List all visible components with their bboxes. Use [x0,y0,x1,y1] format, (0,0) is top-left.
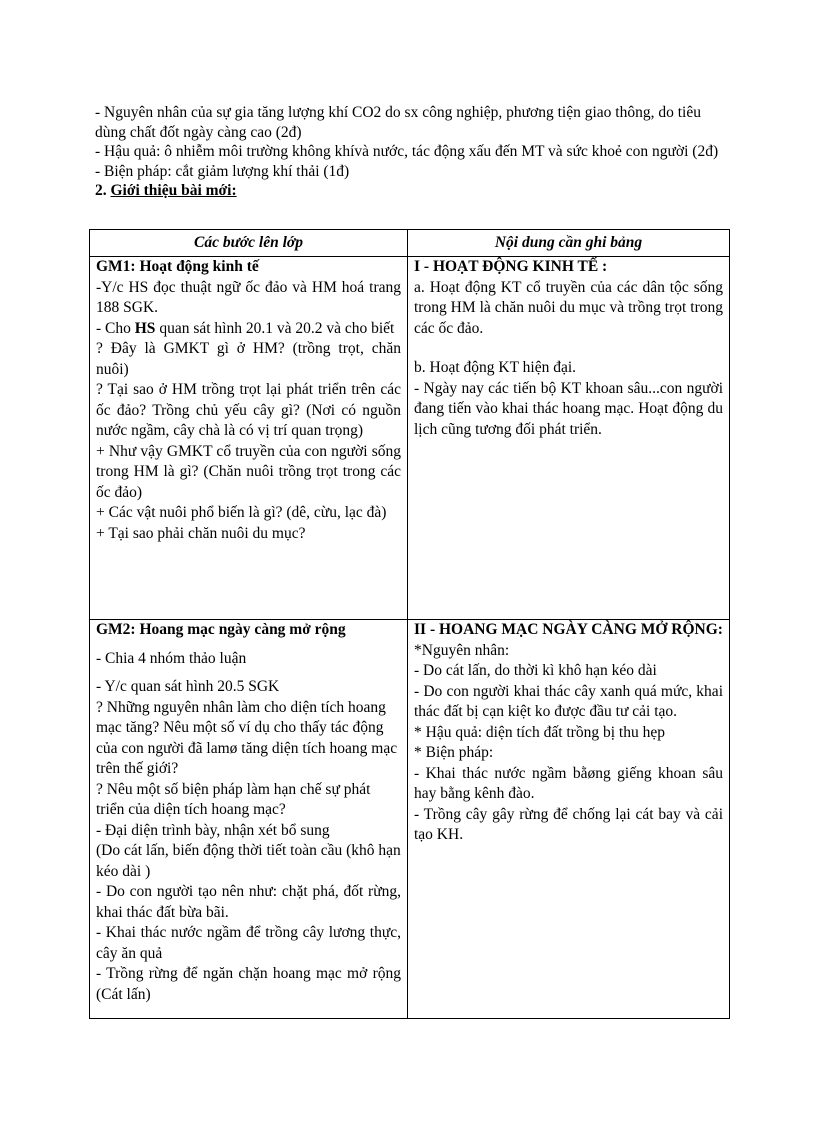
content2-line: *Nguyên nhân: [414,641,510,659]
section-heading [95,181,725,201]
gm2-line: - Đại diện trình bày, nhận xét bổ sung [96,821,330,839]
gm1-line: ? Đây là GMKT gì ở HM? (trồng trọt, chăn nuôi) [96,340,401,378]
content1-title: I - HOẠT ĐỘNG KINH TẾ : [414,258,608,275]
content2-line: - Do cát lấn, do thời kì khô hạn kéo dài [414,662,657,679]
gm1-line: + Các vật nuôi phổ biến là gì? (dê, cừu, lạc đà) [96,504,387,521]
gm1-cell [90,257,408,620]
content2-cell [408,620,730,1019]
consequence-line: - Hậu quả: ô nhiễm môi trường không khívà nước, tác động xấu đến MT và sức khoẻ con người (2đ) [95,143,719,160]
solution-line: - Biện pháp: cắt giảm lượng khí thải (1đ) [95,162,350,180]
content2-line: - Trồng cây gây rừng để chống lại cát bay và cải tạo KH. [414,805,723,843]
gm2-line: ? Nêu một số biện pháp làm hạn chế sự phát triển của diện tích hoang mạc? [96,780,371,818]
gm2-line: - Y/c quan sát hình 20.5 SGK [96,678,280,695]
section-number: 2. [95,182,107,199]
gm1-hs-suffix: quan sát hình 20.1 và 20.2 và cho biết [155,319,395,337]
gm1-hs-prefix: - Cho [96,319,135,337]
header-content: Nội dung cần ghi bảng [408,230,730,257]
gm2-title: GM2: Hoang mạc ngày càng mở rộng [96,621,346,638]
gm2-line: ? Những nguyên nhân làm cho diện tích hoang mạc tăng? Nêu một số ví dụ cho thấy tác động của con người đã lamø tăng diện tích hoang mạc trên thế giới? [96,698,398,777]
lesson-table [89,229,730,1019]
content1-b: b. Hoạt động KT hiện đại. [414,359,577,376]
gm1-line: + Tại sao phải chăn nuôi du mục? [96,524,306,542]
content2-line: * Hậu quả: diện tích đất trồng bị thu hẹp [414,723,665,741]
gm1-hs-bold: HS [134,319,156,337]
gm1-line: ? Tại sao ở HM trồng trọt lại phát triển trên các ốc đảo? Trồng chủ yếu cây gì? (Nơi có nguồn nước ngầm, cây chà là có vị trí quan trọng) [96,381,401,439]
gm2-line: (Do cát lấn, biến động thời tiết toàn cầu (khô hạn kéo dài ) [96,842,401,880]
gm1-line-hs [96,319,401,340]
gm2-line: - Khai thác nước ngầm để trồng cây lương thực, cây ăn quả [96,924,401,962]
gm1-line: -Y/c HS đọc thuật ngữ ốc đảo và HM hoá trang 188 SGK. [96,278,401,316]
gm1-line: + Như vậy GMKT cổ truyền của con người sống trong HM là gì? (Chăn nuôi trồng trọt trong các ốc đảo) [96,442,401,501]
cause-line: - Nguyên nhân của sự gia tăng lượng khí CO2 do sx công nghiệp, phương tiện giao thông, do tiêu dùng chất đốt ngày càng cao (2đ) [95,104,701,141]
gm2-line: - Trồng rừng để ngăn chặn hoang mạc mở rộng (Cát lấn) [96,965,401,1003]
content2-line: - Do con người khai thác cây xanh quá mức, khai thác đất bị cạn kiệt ko được đầu tư cải tạo. [414,682,723,720]
content2-title: II - HOANG MẠC NGÀY CÀNG MỞ RỘNG: [414,621,723,638]
gm2-line: - Do con người tạo nên như: chặt phá, đốt rừng, khai thác đất bừa bãi. [96,883,401,921]
section-title: Giới thiệu bài mới: [110,182,237,199]
gm2-cell [90,620,408,1019]
intro-block [95,103,725,201]
content1-b-text: - Ngày nay các tiến bộ KT khoan sâu...con người đang tiến vào khai thác hoang mạc. Hoạt động du lịch cũng tương đối phát triển. [414,379,723,438]
content1-cell [408,257,730,620]
content2-line: - Khai thác nước ngầm bằøng giếng khoan sâu hay bằng kênh đào. [414,764,723,802]
content2-line: * Biện pháp: [414,744,494,761]
header-steps: Các bước lên lớp [90,230,408,257]
content1-a: a. Hoạt động KT cổ truyền của các dân tộc sống trong HM là chăn nuôi du mục và trồng trọt trong các ốc đảo. [414,278,723,337]
gm2-line: - Chia 4 nhóm thảo luận [96,649,247,667]
gm1-title: GM1: Hoạt động kinh tế [96,258,259,275]
